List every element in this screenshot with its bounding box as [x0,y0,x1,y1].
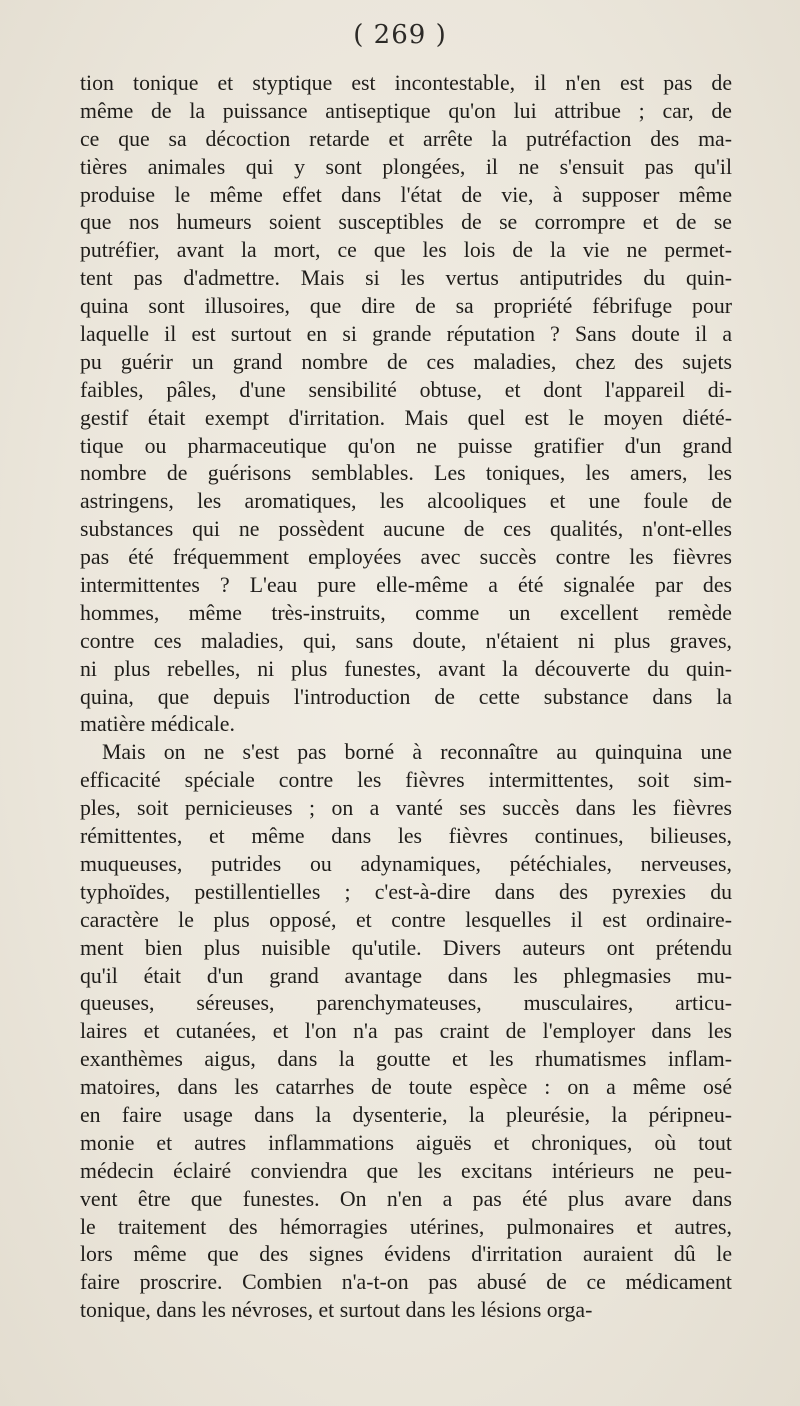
text-line: pu guérir un grand nombre de ces maladies, chez des sujets [80,349,732,374]
text-line: quina, que depuis l'introduction de cette substance dans la [80,684,732,709]
text-line: rémittentes, et même dans les fièvres continues, bilieuses, [80,824,732,849]
text-line: muqueuses, putrides ou adynamiques, pétéchiales, nerveuses, [80,851,732,876]
text-line: tique ou pharmaceutique qu'on ne puisse gratifier d'un grand [80,433,732,458]
text-line: tières animales qui y sont plongées, il ne s'ensuit pas qu'il [80,154,732,179]
text-line: tion tonique et styptique est incontestable, il n'en est pas de [80,71,732,95]
text-line: pas été fréquemment employées avec succès contre les fièvres [80,545,732,570]
text-line: hommes, même très-instruits, comme un excellent remède [80,600,732,625]
text-line: lors même que des signes évidens d'irritation auraient dû le [80,1242,732,1267]
text-line: même de la puissance antiseptique qu'on lui attribue ; car, de [80,98,732,123]
text-line: nombre de guérisons semblables. Les toniques, les amers, les [80,461,732,486]
text-line: le traitement des hémorragies utérines, pulmonaires et autres, [80,1214,732,1239]
text-line: intermittentes ? L'eau pure elle-même a été signalée par des [80,573,732,598]
text-line: ples, soit pernicieuses ; on a vanté ses succès dans les fièvres [80,796,732,821]
text-line: tonique, dans les névroses, et surtout dans les lésions orga- [80,1298,593,1323]
text-line: astringens, les aromatiques, les alcooliques et une foule de [80,489,732,514]
text-line: médecin éclairé conviendra que les excitans intérieurs ne peu- [80,1158,732,1183]
text-line: monie et autres inflammations aiguës et chroniques, où tout [80,1130,732,1155]
text-line: caractère le plus opposé, et contre lesquelles il est ordinaire- [80,907,732,932]
page-number: ( 269 ) [353,20,447,50]
text-line: exanthèmes aigus, dans la goutte et les rhumatismes inflam- [80,1047,732,1072]
text-line: quina sont illusoires, que dire de sa propriété fébrifuge pour [80,294,732,319]
text-line: ni plus rebelles, ni plus funestes, avant la découverte du quin- [80,656,732,681]
text-line: efficacité spéciale contre les fièvres intermittentes, soit sim- [80,768,732,793]
text-line: tent pas d'admettre. Mais si les vertus antiputrides du quin- [80,266,732,291]
text-line: gestif était exempt d'irritation. Mais quel est le moyen diété- [80,405,732,430]
text-line: putréfier, avant la mort, ce que les lois de la vie ne permet- [80,238,732,263]
text-line: Mais on ne s'est pas borné à reconnaître au quinquina une [102,740,732,765]
text-line: ce que sa décoction retarde et arrête la putréfaction des ma- [80,126,732,151]
text-line: contre ces maladies, qui, sans doute, n'étaient ni plus graves, [80,628,732,653]
text-line: queuses, séreuses, parenchymateuses, musculaires, articu- [80,991,732,1016]
text-line: faibles, pâles, d'une sensibilité obtuse, et dont l'appareil di- [80,377,732,402]
text-line: faire proscrire. Combien n'a-t-on pas abusé de ce médicament [80,1270,732,1295]
body-text [80,70,732,1325]
text-line: laquelle il est surtout en si grande réputation ? Sans doute il a [80,322,732,347]
text-line: matoires, dans les catarrhes de toute espèce : on a même osé [80,1075,732,1100]
text-line: vent être que funestes. On n'en a pas été plus avare dans [80,1186,732,1211]
text-line: produise le même effet dans l'état de vie, à supposer même [80,182,732,207]
text-line: que nos humeurs soient susceptibles de se corrompre et de se [80,210,732,235]
text-line: typhoïdes, pestillentielles ; c'est-à-dire dans des pyrexies du [80,879,732,904]
text-line: substances qui ne possèdent aucune de ces qualités, n'ont-elles [80,517,732,542]
text-line: laires et cutanées, et l'on n'a pas craint de l'employer dans les [80,1019,732,1044]
text-line: matière médicale. [80,712,235,737]
text-line: en faire usage dans la dysenterie, la pleurésie, la péripneu- [80,1102,732,1127]
text-line: qu'il était d'un grand avantage dans les phlegmasies mu- [80,963,732,988]
text-line: ment bien plus nuisible qu'utile. Divers auteurs ont prétendu [80,935,732,960]
